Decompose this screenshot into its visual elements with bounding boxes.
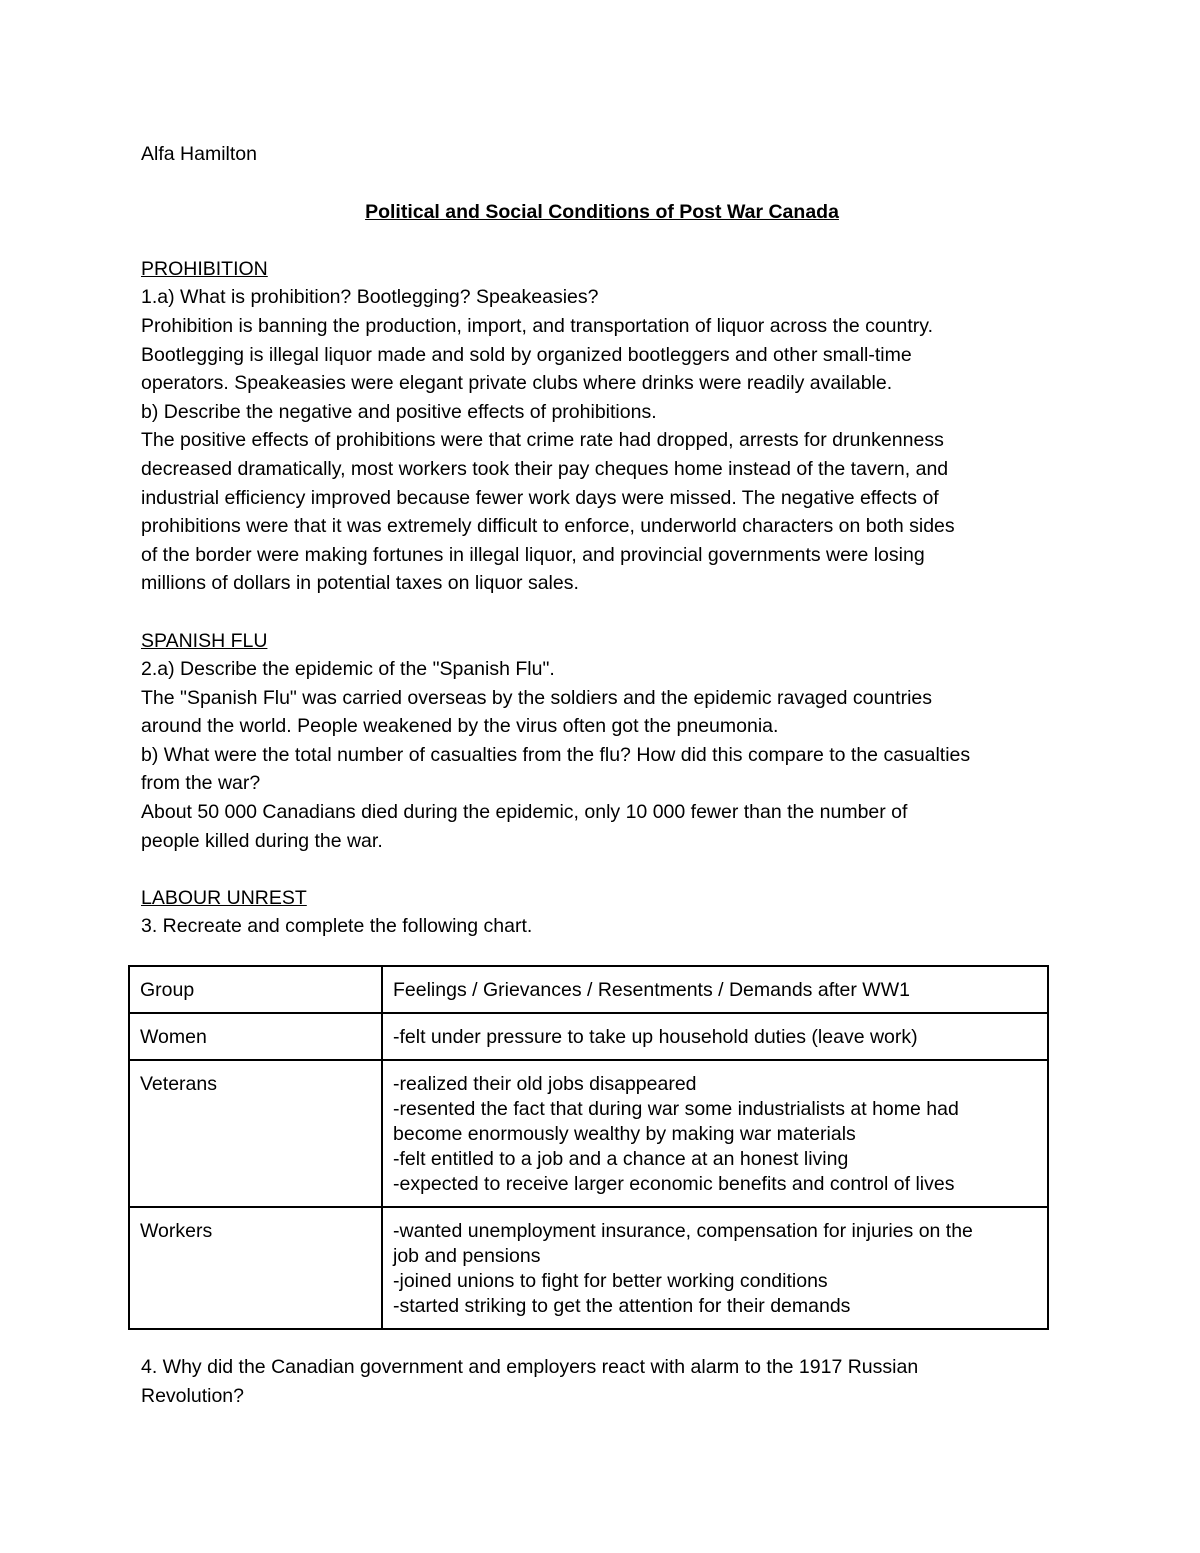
cell-line: -wanted unemployment insurance, compensation for injuries on the: [393, 1220, 973, 1242]
spacer: [141, 598, 1066, 627]
feelings-cell-veterans: [382, 1060, 1048, 1207]
paragraph-line: About 50 000 Canadians died during the epidemic, only 10 000 fewer than the number of: [141, 801, 908, 824]
cell-line: -resented the fact that during war some industrialists at home had: [393, 1098, 959, 1120]
paragraph-line: from the war?: [141, 772, 261, 795]
paragraph-line: 2.a) Describe the epidemic of the "Spanish Flu".: [141, 658, 555, 681]
spacer: [141, 226, 1066, 255]
spacer: [141, 855, 1066, 884]
paragraph-line: around the world. People weakened by the virus often got the pneumonia.: [141, 715, 779, 738]
document-title: Political and Social Conditions of Post War Canada: [365, 200, 839, 223]
table-row: [129, 1207, 1048, 1329]
spanish-flu-heading: SPANISH FLU: [141, 629, 268, 652]
labour-unrest-heading: LABOUR UNREST: [141, 886, 307, 909]
paragraph-line: industrial efficiency improved because fewer work days were missed. The negative effects of: [141, 486, 939, 509]
paragraph-line: b) What were the total number of casualties from the flu? How did this compare to the casualties: [141, 743, 971, 766]
cell-line: -started striking to get the attention for their demands: [393, 1295, 851, 1317]
cell-line: -felt entitled to a job and a chance at an honest living: [393, 1148, 849, 1170]
cell-line: become enormously wealthy by making war materials: [393, 1123, 856, 1145]
table-row: [129, 1013, 1048, 1060]
table-header-row: [129, 966, 1048, 1013]
group-cell-workers: Workers: [129, 1207, 382, 1329]
cell-line: -joined unions to fight for better working conditions: [393, 1270, 828, 1292]
cell-line: -expected to receive larger economic benefits and control of lives: [393, 1173, 955, 1195]
paragraph-line: prohibitions were that it was extremely difficult to enforce, underworld characters on both sides: [141, 515, 955, 538]
header-cell-feelings: Feelings / Grievances / Resentments / Demands after WW1: [382, 966, 1048, 1013]
author-name: Alfa Hamilton: [141, 143, 257, 165]
cell-line: -realized their old jobs disappeared: [393, 1073, 697, 1095]
table-row: [129, 1060, 1048, 1207]
paragraph-line: people killed during the war.: [141, 829, 383, 852]
paragraph-line: 4. Why did the Canadian government and employers react with alarm to the 1917 Russian: [141, 1356, 919, 1378]
document-body: [141, 140, 1066, 941]
paragraph-line: Revolution?: [141, 1384, 244, 1407]
labour-unrest-table: [128, 965, 1049, 1330]
paragraph-line: of the border were making fortunes in illegal liquor, and provincial governments were losing: [141, 543, 925, 566]
paragraph-line: b) Describe the negative and positive effects of prohibitions.: [141, 400, 657, 423]
cell-line: -felt under pressure to take up household duties (leave work): [393, 1026, 918, 1048]
spanish-flu-section: [141, 627, 1066, 856]
cell-line: job and pensions: [393, 1245, 541, 1267]
question-4: [141, 1353, 1066, 1410]
paragraph-line: 1.a) What is prohibition? Bootlegging? Speakeasies?: [141, 286, 599, 309]
group-cell-veterans: Veterans: [129, 1060, 382, 1207]
paragraph-line: The positive effects of prohibitions were that crime rate had dropped, arrests for drunkenness: [141, 429, 944, 452]
feelings-cell-workers: [382, 1207, 1048, 1329]
prohibition-section: [141, 255, 1066, 598]
paragraph-line: millions of dollars in potential taxes on liquor sales.: [141, 572, 579, 595]
paragraph-line: operators. Speakeasies were elegant private clubs where drinks were readily available.: [141, 372, 893, 395]
paragraph-line: The "Spanish Flu" was carried overseas by the soldiers and the epidemic ravaged countries: [141, 686, 933, 709]
labour-unrest-section: [141, 884, 1066, 941]
feelings-cell-women: [382, 1013, 1048, 1060]
paragraph-line: decreased dramatically, most workers took their pay cheques home instead of the tavern, and: [141, 457, 949, 480]
header-cell-group: Group: [129, 966, 382, 1013]
paragraph-line: Prohibition is banning the production, import, and transportation of liquor across the country.: [141, 314, 934, 337]
prohibition-heading: PROHIBITION: [141, 257, 268, 280]
group-cell-women: Women: [129, 1013, 382, 1060]
question-3: 3. Recreate and complete the following chart.: [141, 915, 533, 938]
paragraph-line: Bootlegging is illegal liquor made and sold by organized bootleggers and other small-time: [141, 343, 912, 366]
